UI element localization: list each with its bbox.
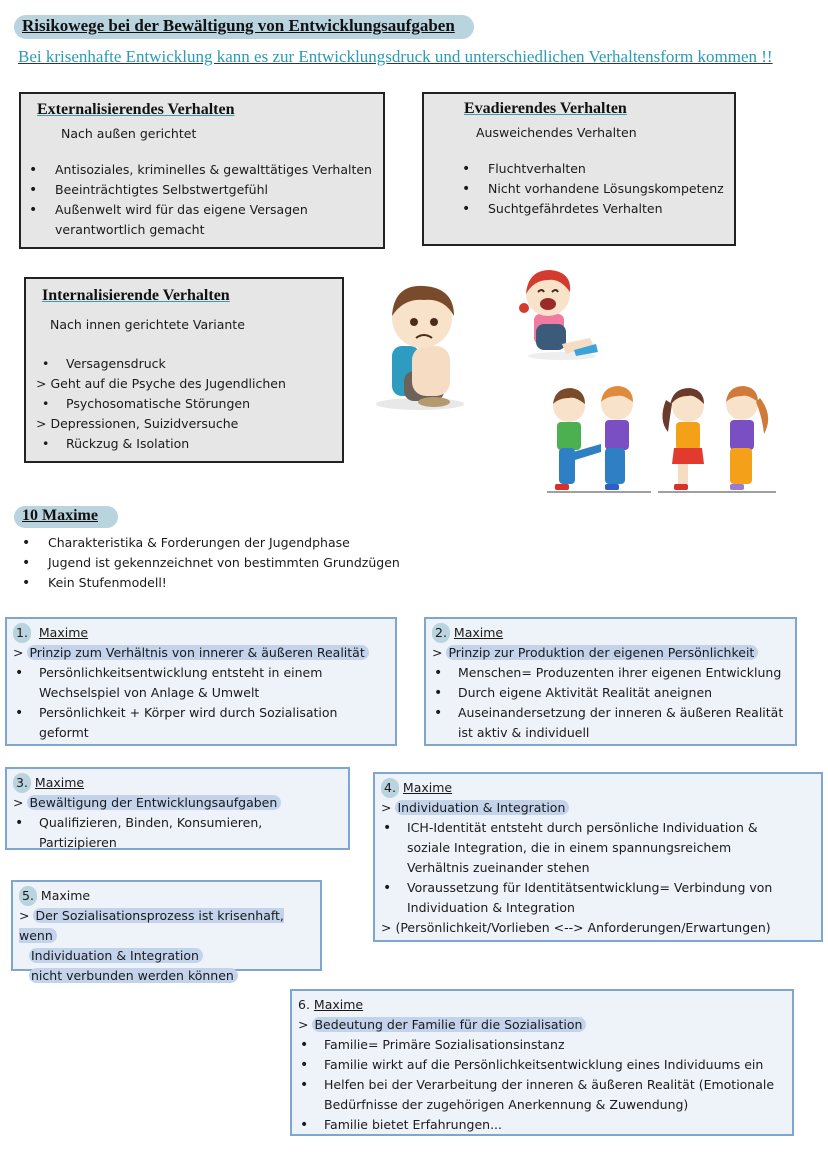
list-item: • Auseinandersetzung der inneren & äußeren Realität ist aktiv & individuell [432,703,789,743]
maxime-number: 1. [13,623,31,643]
maxime-1-bullets [13,663,389,743]
list-item: • Charakteristika & Forderungen der Jugendphase [14,533,434,553]
list-item: • Helfen bei der Verarbeitung der inneren & äußeren Realität (Emotionale Bedürfnisse der zugehörigen Anerkennung & Zuwendung) [298,1075,786,1115]
maxime-label: Maxime [453,625,504,640]
list-item: • Kein Stufenmodell! [14,573,434,593]
external-behavior-subtitle: Nach außen gerichtet [61,126,197,141]
maxime-4-bullets [381,818,815,918]
list-item: • Nicht vorhandene Lösungskompetenz [454,179,734,199]
page-subtitle: Bei krisenhafte Entwicklung kann es zur Entwicklungsdruck und unterschiedlichen Verhaltensform kommen !! [18,47,773,66]
evasive-behavior-list [454,159,734,219]
maxime-5-box [11,880,322,983]
internal-behavior-box [24,277,344,463]
arrow-line: > Depressionen, Suizidversuche [36,416,239,431]
maxime-4-headline: > Individuation & Integration [381,798,815,818]
maxime-label: Maxime [38,625,89,640]
maxime-4-heading [381,778,815,798]
maxime-4-footer: > (Persönlichkeit/Vorlieben <--> Anforderungen/Erwartungen) [381,920,771,935]
maxime-label: Maxime [40,888,91,903]
internal-behavior-title: Internalisierende Verhalten [42,287,230,304]
maxime-1-headline: > Prinzip zum Verhältnis von innerer & äußeren Realität [13,643,389,663]
list-item: • Persönlichkeitsentwicklung entsteht in einem Wechselspiel von Anlage & Umwelt [13,663,389,703]
external-behavior-box [19,92,385,249]
internal-behavior-subtitle: Nach innen gerichtete Variante [50,317,245,332]
list-item: • Durch eigene Aktivität Realität aneignen [432,683,789,703]
maxime-section-title: 10 Maxime [22,507,98,524]
list-item: • ICH-Identität entsteht durch persönliche Individuation & soziale Integration, die in einem spannungsreichem Verhältnis zueinander stehen [381,818,815,878]
list-item: • Menschen= Produzenten ihrer eigenen Entwicklung [432,663,789,683]
maxime-1-box [5,617,397,746]
sad-boy-sitting-illustration [374,276,474,416]
arrow-line: > Geht auf die Psyche des Jugendlichen [36,376,286,391]
list-item: • Familie wirkt auf die Persönlichkeitsentwicklung eines Individuums ein [298,1055,786,1075]
maxime-5-heading [19,886,314,906]
maxime-6-box [290,989,794,1136]
maxime-number: 3. [13,773,31,793]
list-item: • Rückzug & Isolation [42,436,190,451]
maxime-1-heading [13,623,389,643]
list-item: • Persönlichkeit + Körper wird durch Sozialisation geformt [13,703,389,743]
fighting-girls-illustration [656,380,780,495]
maxime-number: 2. [432,623,450,643]
list-item: • Suchtgefährdetes Verhalten [454,199,734,219]
maxime-number: 4. [381,778,399,798]
maxime-intro-list [14,533,434,593]
list-item: • Außenwelt wird für das eigene Versagen verantwortlich gemacht [21,200,383,240]
maxime-5-headline: > Der Sozialisationsprozess ist krisenhaft, wenn [19,908,284,943]
maxime-label: Maxime [402,780,453,795]
maxime-3-heading [13,773,342,793]
crying-girl-illustration [514,264,600,364]
list-item: • Familie bietet Erfahrungen... [298,1115,786,1135]
maxime-2-box [424,617,797,746]
list-item: • Jugend ist gekennzeichnet von bestimmten Grundzügen [14,553,434,573]
maxime-label: Maxime [313,997,364,1012]
maxime-6-heading [298,995,786,1015]
maxime-number: 5. [19,886,37,906]
list-item: • Familie= Primäre Sozialisationsinstanz [298,1035,786,1055]
external-behavior-title: Externalisierendes Verhalten [37,101,235,118]
evasive-behavior-box [422,92,736,246]
internal-behavior-list [36,354,342,454]
maxime-3-headline: > Bewältigung der Entwicklungsaufgaben [13,793,342,813]
fighting-boys-illustration [545,380,655,495]
maxime-label: Maxime [34,775,85,790]
maxime-2-heading [432,623,789,643]
maxime-number: 6. [298,997,310,1012]
evasive-behavior-subtitle: Ausweichendes Verhalten [476,125,637,140]
maxime-3-bullets [13,813,342,853]
maxime-4-box [373,772,823,942]
maxime-5-headline-line: nicht verbunden werden können [29,968,238,983]
maxime-5-headline-line: Individuation & Integration [29,948,203,963]
list-item: • Psychosomatische Störungen [42,396,251,411]
maxime-6-bullets [298,1035,786,1135]
evasive-behavior-title: Evadierendes Verhalten [464,100,627,117]
maxime-2-headline: > Prinzip zur Produktion der eigenen Persönlichkeit [432,643,789,663]
page-title: Risikowege bei der Bewältigung von Entwicklungsaufgaben [22,16,455,35]
list-item: • Voraussetzung für Identitätsentwicklung= Verbindung von Individuation & Integration [381,878,815,918]
list-item: • Qualifizieren, Binden, Konsumieren, Partizipieren [13,813,342,853]
list-item: • Fluchtverhalten [454,159,734,179]
maxime-6-headline: > Bedeutung der Familie für die Sozialisation [298,1015,786,1035]
list-item: • Beeinträchtigtes Selbstwertgefühl [21,180,383,200]
maxime-3-box [5,767,350,850]
external-behavior-list [21,160,383,240]
list-item: • Antisoziales, kriminelles & gewalttätiges Verhalten [21,160,383,180]
list-item: • Versagensdruck [42,356,166,371]
maxime-2-bullets [432,663,789,743]
